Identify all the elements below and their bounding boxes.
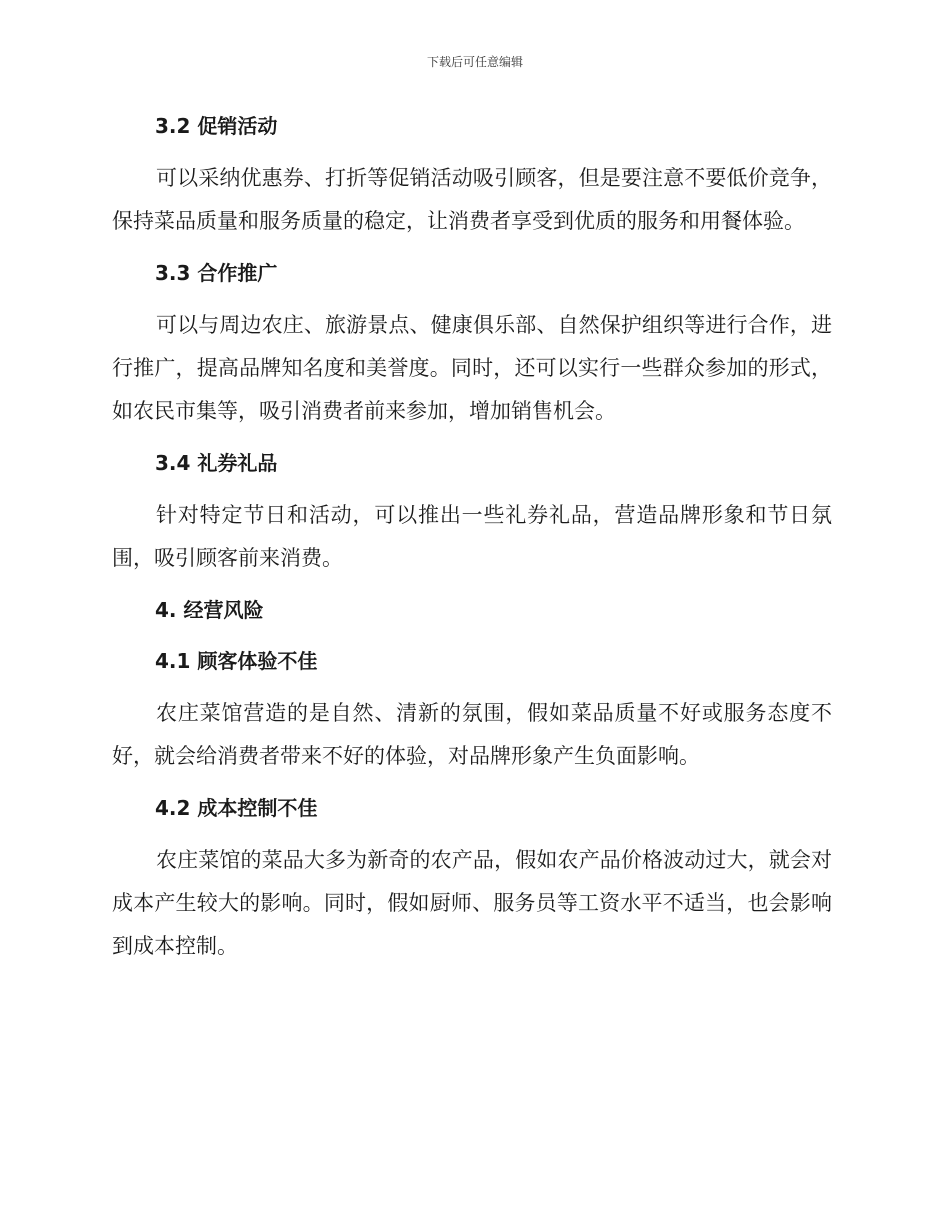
section-heading-4-2: 4.2 成本控制不佳 bbox=[155, 796, 318, 820]
section-heading-4-1: 4.1 顾客体验不佳 bbox=[155, 649, 318, 673]
section-heading-4: 4. 经营风险 bbox=[155, 598, 264, 622]
document-body bbox=[112, 106, 832, 968]
section-paragraph-3-4: 针对特定节日和活动，可以推出一些礼券礼品，营造品牌形象和节日氛围，吸引顾客前来消费。 bbox=[112, 503, 832, 570]
page-header: 下载后可任意编辑 bbox=[426, 55, 523, 69]
section-heading-3-3: 3.3 合作推广 bbox=[155, 261, 278, 285]
section-paragraph-3-3: 可以与周边农庄、旅游景点、健康俱乐部、自然保护组织等进行合作，进行推广，提高品牌知名度和美誉度。同时，还可以实行一些群众参加的形式，如农民市集等，吸引消费者前来参加，增加销售机会。 bbox=[112, 313, 832, 423]
section-paragraph-3-2: 可以采纳优惠券、打折等促销活动吸引顾客，但是要注意不要低价竞争，保持菜品质量和服务质量的稳定，让消费者享受到优质的服务和用餐体验。 bbox=[112, 166, 832, 233]
section-paragraph-4-1: 农庄菜馆营造的是自然、清新的氛围，假如菜品质量不好或服务态度不好，就会给消费者带来不好的体验，对品牌形象产生负面影响。 bbox=[112, 701, 832, 768]
section-heading-3-2: 3.2 促销活动 bbox=[155, 114, 278, 138]
section-heading-3-4: 3.4 礼券礼品 bbox=[155, 451, 278, 475]
section-paragraph-4-2: 农庄菜馆的菜品大多为新奇的农产品，假如农产品价格波动过大，就会对成本产生较大的影响。同时，假如厨师、服务员等工资水平不适当，也会影响到成本控制。 bbox=[112, 848, 832, 958]
